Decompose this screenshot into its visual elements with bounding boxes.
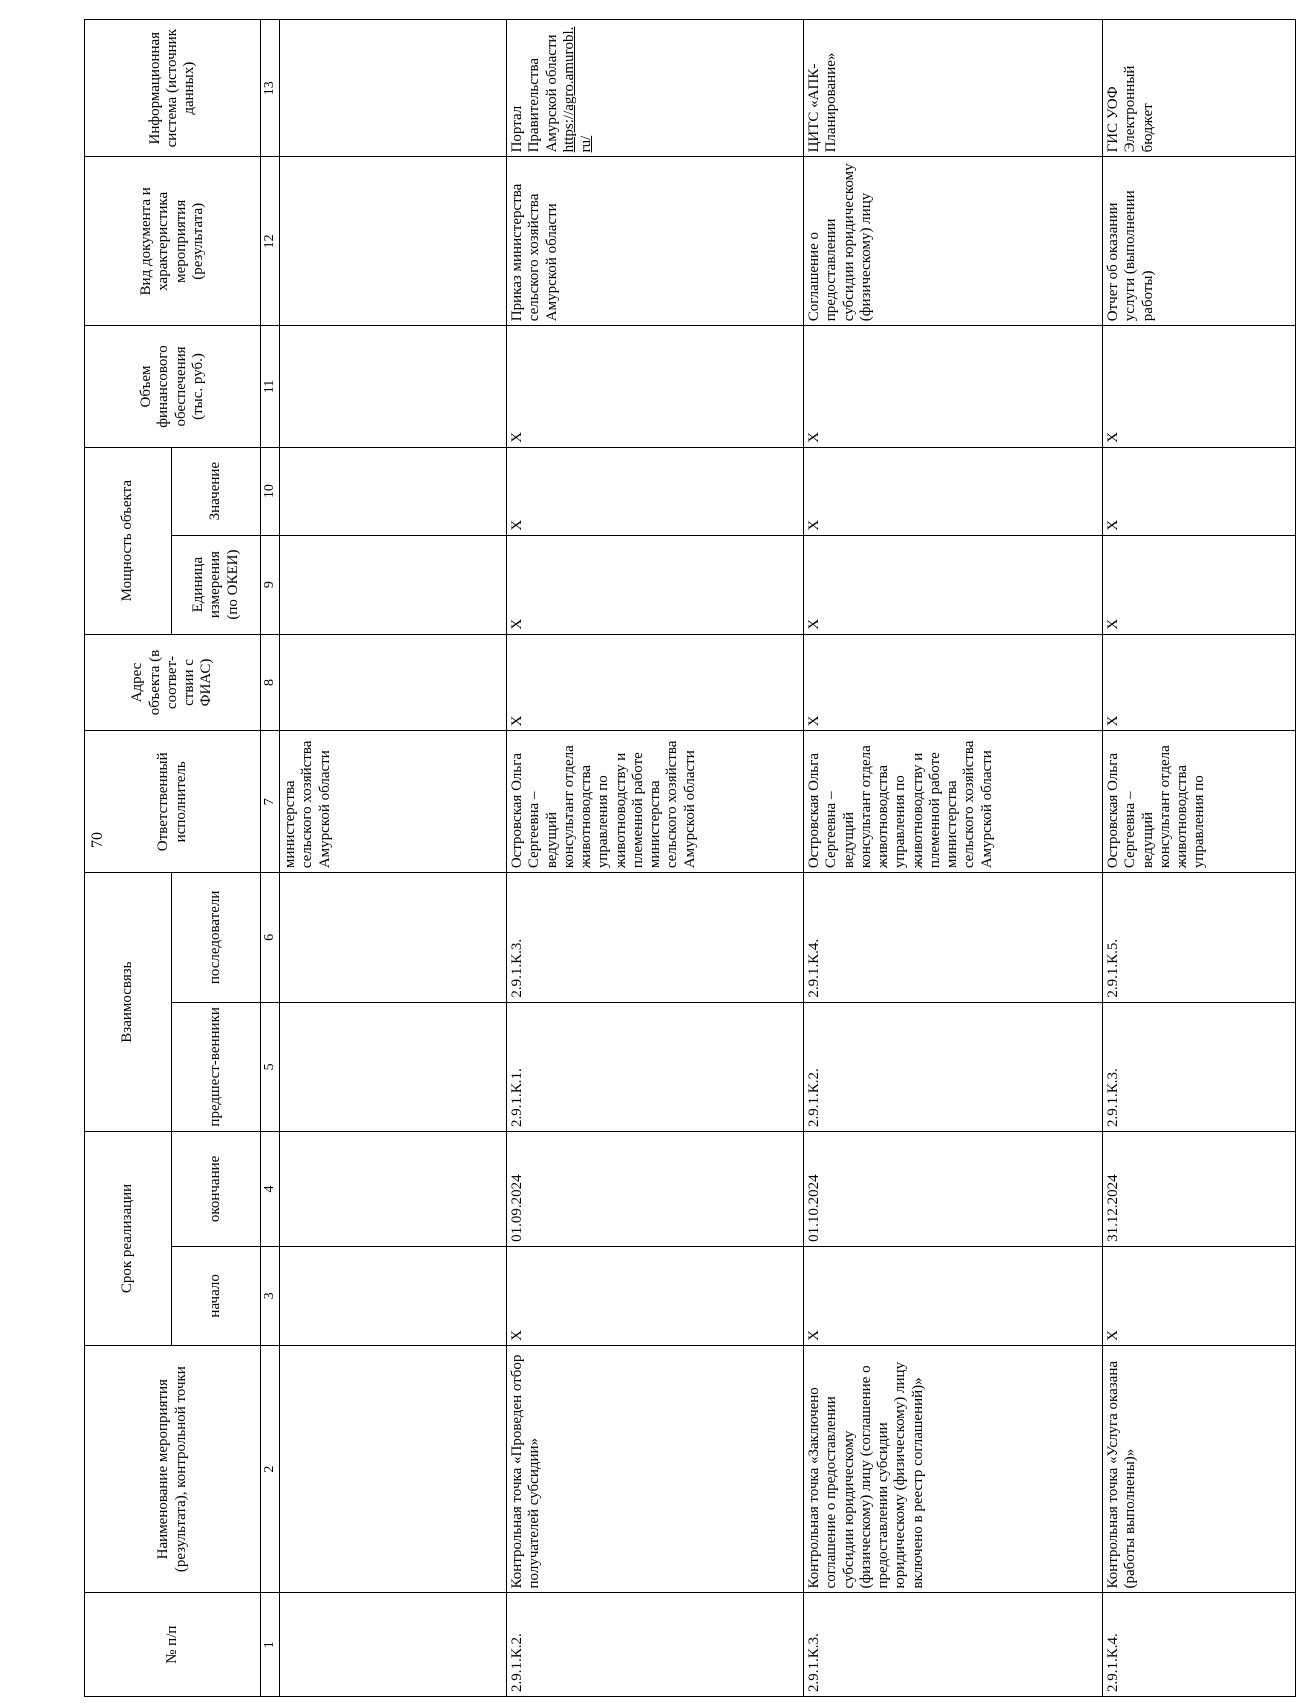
row-executor: Островская Ольга Сергеевна – ведущий консультант отдела животноводства управления по животноводству и племенной работе министерства сельского хозяйства Амурской области — [804, 731, 1103, 873]
continuation-end — [280, 1132, 507, 1247]
row-name: Контрольная точка «Услуга оказана (работы выполнены)» — [1103, 1345, 1296, 1593]
row-num: 2.9.1.К.4. — [1103, 1593, 1296, 1697]
header-infosys: Информационная система (источник данных) — [85, 20, 261, 157]
continuation-successors — [280, 873, 507, 1002]
row-start: Х — [1103, 1246, 1296, 1345]
row-end: 01.09.2024 — [507, 1132, 804, 1247]
continuation-executor: министерства сельского хозяйства Амурской области — [280, 731, 507, 873]
row-finance: Х — [1103, 326, 1296, 448]
row-finance: Х — [804, 326, 1103, 448]
row-predecessors: 2.9.1.К.3. — [1103, 1002, 1296, 1131]
row-executor: Островская Ольга Сергеевна – ведущий консультант отдела животноводства управления по — [1103, 731, 1296, 873]
continuation-start — [280, 1246, 507, 1345]
continuation-finance — [280, 326, 507, 448]
header-relation: Взаимосвязь — [85, 873, 172, 1132]
header-predecessors: предшест-венники — [172, 1002, 261, 1131]
header-value: Значение — [172, 447, 261, 535]
header-period: Срок реализации — [85, 1132, 172, 1346]
header-capacity: Мощность объекта — [85, 447, 172, 634]
column-number: 4 — [261, 1132, 280, 1247]
row-predecessors: 2.9.1.К.2. — [804, 1002, 1103, 1131]
row-start: Х — [804, 1246, 1103, 1345]
row-address: Х — [1103, 634, 1296, 731]
column-number: 10 — [261, 447, 280, 535]
page-number: 70 — [89, 832, 106, 848]
continuation-name — [280, 1345, 507, 1593]
continuation-value — [280, 447, 507, 535]
column-number: 5 — [261, 1002, 280, 1131]
column-number: 7 — [261, 731, 280, 873]
row-address: Х — [507, 634, 804, 731]
table-row — [1103, 20, 1296, 1697]
row-infosys — [507, 20, 804, 157]
row-unit: Х — [1103, 535, 1296, 634]
header-start: начало — [172, 1246, 261, 1345]
header-executor: Ответственный исполнитель — [85, 731, 261, 873]
column-number: 11 — [261, 326, 280, 448]
row-address: Х — [804, 634, 1103, 731]
row-value: Х — [1103, 447, 1296, 535]
row-successors: 2.9.1.К.5. — [1103, 873, 1296, 1002]
column-number: 6 — [261, 873, 280, 1002]
row-value: Х — [507, 447, 804, 535]
column-number-row — [261, 20, 280, 1697]
rotated-page — [84, 19, 1208, 1697]
row-infosys: ГИС УОФ Электронный бюджет — [1103, 20, 1296, 157]
row-num: 2.9.1.К.3. — [804, 1593, 1103, 1697]
row-start: Х — [507, 1246, 804, 1345]
header-name: Наименование мероприятия (результата), контрольной точки — [85, 1345, 261, 1593]
row-executor: Островская Ольга Сергеевна – ведущий консультант отдела животноводства управления по животноводству и племенной работе министерства сельского хозяйства Амурской области — [507, 731, 804, 873]
continuation-unit — [280, 535, 507, 634]
column-number: 12 — [261, 157, 280, 326]
header-finance: Объем финансового обеспечения (тыс. руб.) — [85, 326, 261, 448]
table-row — [804, 20, 1103, 1697]
header-end: окончание — [172, 1132, 261, 1247]
row-unit: Х — [507, 535, 804, 634]
continuation-infosys — [280, 20, 507, 157]
row-doc: Отчет об оказании услуги (выполнении работы) — [1103, 157, 1296, 326]
row-successors: 2.9.1.К.3. — [507, 873, 804, 1002]
plan-table — [84, 19, 1296, 1697]
column-number: 2 — [261, 1345, 280, 1593]
header-num: № п/п — [85, 1593, 261, 1697]
row-value: Х — [804, 447, 1103, 535]
row-end: 01.10.2024 — [804, 1132, 1103, 1247]
column-number: 8 — [261, 634, 280, 731]
row-successors: 2.9.1.К.4. — [804, 873, 1103, 1002]
row-name: Контрольная точка «Заключено соглашение о предоставлении субсидии юридическому (физическому) лицу (соглашение о предоставлении субсидии юридическому (физическому) лицу включено в реестр соглашений)» — [804, 1345, 1103, 1593]
continuation-doc — [280, 157, 507, 326]
continuation-row — [280, 20, 507, 1697]
header-unit: Единица измерения (по ОКЕИ) — [172, 535, 261, 634]
row-doc: Приказ министерства сельского хозяйства Амурской области — [507, 157, 804, 326]
column-number: 3 — [261, 1246, 280, 1345]
row-unit: Х — [804, 535, 1103, 634]
row-num: 2.9.1.К.2. — [507, 1593, 804, 1697]
column-number: 1 — [261, 1593, 280, 1697]
row-infosys: ЦИТС «АПК-Планирование» — [804, 20, 1103, 157]
row-finance: Х — [507, 326, 804, 448]
table-header — [85, 20, 261, 1697]
column-number: 13 — [261, 20, 280, 157]
continuation-predecessors — [280, 1002, 507, 1131]
column-number: 9 — [261, 535, 280, 634]
row-end: 31.12.2024 — [1103, 1132, 1296, 1247]
row-doc: Соглашение о предоставлении субсидии юридическому (физическому) лицу — [804, 157, 1103, 326]
header-address: Адрес объекта (в соответ-ствии с ФИАС) — [85, 634, 261, 731]
infosys-link[interactable]: https://agro.amurobl.ru/ — [560, 26, 594, 153]
row-name: Контрольная точка «Проведен отбор получателей субсидии» — [507, 1345, 804, 1593]
continuation-num — [280, 1593, 507, 1697]
header-doc: Вид документа и характеристика мероприятия (результата) — [85, 157, 261, 326]
infosys-text: Портал Правительства Амурской области — [509, 34, 560, 153]
table-row — [507, 20, 804, 1697]
row-predecessors: 2.9.1.К.1. — [507, 1002, 804, 1131]
header-successors: последователи — [172, 873, 261, 1002]
continuation-address — [280, 634, 507, 731]
